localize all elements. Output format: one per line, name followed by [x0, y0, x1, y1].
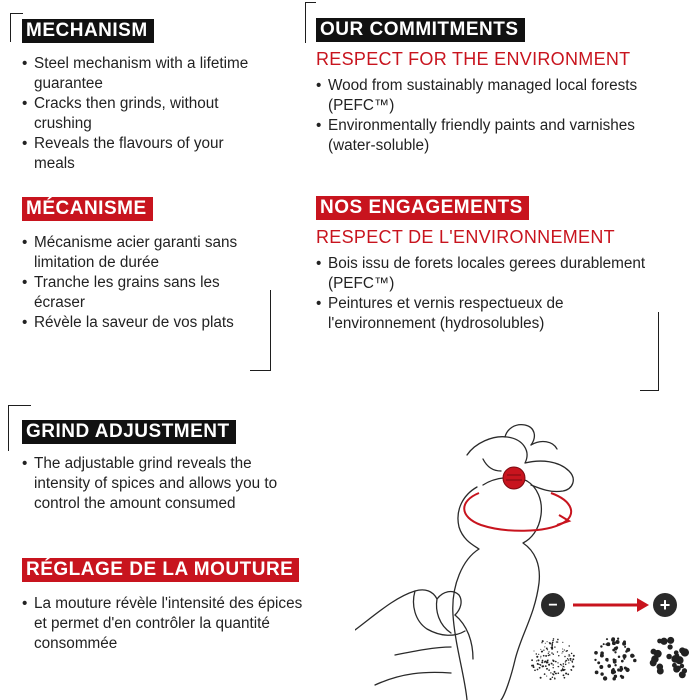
grind-speck	[674, 653, 679, 658]
grind-speck	[568, 645, 569, 646]
grind-speck	[547, 660, 548, 661]
grind-en-section	[22, 420, 302, 514]
grind-fr-section	[22, 558, 312, 654]
rotation-arrow	[464, 493, 571, 531]
grind-speck	[541, 661, 543, 663]
mechanism-fr-list	[22, 233, 262, 333]
grind-speck	[632, 655, 635, 658]
grind-speck	[617, 668, 620, 671]
grind-speck	[614, 664, 616, 666]
grind-speck	[554, 671, 556, 673]
grind-speck	[545, 643, 546, 644]
grind-speck	[551, 643, 553, 645]
grind-speck	[542, 665, 544, 667]
commitments-en-subtitle: RESPECT FOR THE ENVIRONMENT	[316, 49, 631, 69]
grind-speck	[613, 658, 616, 661]
mechanism-en-title: MECHANISM	[22, 19, 154, 43]
grind-speck	[564, 669, 566, 671]
grind-speck	[572, 658, 574, 660]
grind-speck	[607, 664, 611, 668]
grind-speck	[614, 647, 618, 651]
list-item: • Wood from sustainably managed local forests (PEFC™)	[316, 76, 656, 116]
mechanism-en-list	[22, 54, 262, 174]
grind-speck	[533, 666, 535, 668]
grind-speck	[540, 677, 542, 679]
grind-speck	[542, 651, 543, 652]
grind-speck	[572, 666, 574, 668]
grind-speck	[600, 672, 603, 675]
grind-speck	[673, 666, 680, 673]
grind-speck	[552, 659, 554, 661]
list-item: • The adjustable grind reveals the intensity of spices and allows you to control the amount consumed	[22, 454, 302, 514]
grind-speck	[545, 655, 547, 657]
grind-speck	[667, 637, 674, 644]
grind-speck	[546, 661, 548, 663]
grind-speck	[667, 644, 672, 649]
grind-speck	[548, 664, 550, 666]
grind-speck	[571, 670, 572, 671]
grind-speck	[656, 653, 661, 658]
list-item: • Peintures et vernis respectueux de l'environnement (hydrosolubles)	[316, 294, 656, 334]
grind-speck	[546, 668, 548, 670]
grind-speck	[552, 673, 554, 675]
mechanism-fr-title: MÉCANISME	[22, 197, 153, 221]
grind-speck	[568, 659, 570, 661]
grind-speck	[552, 640, 554, 642]
grind-speck	[546, 676, 547, 677]
grind-speck	[537, 663, 539, 665]
grind-speck	[600, 645, 602, 647]
list-item: • La mouture révèle l'intensité des épices et permet d'en contrôler la quantité consommée	[22, 594, 312, 654]
grind-speck	[563, 663, 565, 665]
commitments-en-section	[316, 18, 656, 156]
grind-speck	[550, 647, 551, 648]
grind-speck	[533, 650, 534, 651]
grind-speck	[666, 654, 672, 660]
grind-speck	[564, 656, 566, 658]
grind-speck	[606, 638, 608, 640]
grind-speck	[564, 677, 566, 679]
mechanism-fr-section	[22, 197, 262, 333]
grind-speck	[552, 642, 554, 644]
grind-speck	[565, 672, 567, 674]
coarse-grind-icon	[650, 637, 689, 678]
grind-speck	[565, 661, 566, 662]
grind-speck	[562, 642, 563, 643]
grind-speck	[657, 668, 664, 675]
grind-speck	[567, 673, 569, 675]
grind-speck	[540, 664, 542, 666]
grind-scale	[531, 593, 689, 681]
grind-speck	[552, 676, 554, 678]
grind-speck	[550, 672, 551, 673]
grind-speck	[615, 640, 619, 644]
grind-speck	[543, 650, 544, 651]
list-item: • Bois issu de forets locales gerees durablement (PEFC™)	[316, 254, 656, 294]
grind-speck	[633, 659, 637, 663]
commitments-fr-subtitle: RESPECT DE L'ENVIRONNEMENT	[316, 227, 615, 247]
grind-speck	[594, 651, 598, 655]
grind-speck	[549, 678, 551, 680]
grind-speck	[599, 665, 603, 669]
grind-speck	[544, 673, 546, 675]
grind-speck	[621, 660, 624, 663]
grind-speck	[611, 670, 615, 674]
grind-speck	[533, 664, 534, 665]
grind-speck	[566, 650, 567, 651]
grind-speck	[682, 668, 687, 673]
grind-speck	[555, 661, 557, 663]
grind-speck	[617, 638, 619, 640]
list-item: • Steel mechanism with a lifetime guarantee	[22, 54, 262, 94]
mechanism-en-section	[22, 19, 262, 174]
grind-speck	[540, 649, 541, 650]
grind-speck	[561, 665, 562, 666]
grind-speck	[568, 662, 569, 663]
grind-speck	[624, 646, 626, 648]
pepper-mill-outline	[483, 478, 541, 700]
grind-speck	[539, 667, 541, 669]
grind-speck	[564, 666, 565, 667]
grind-speck	[600, 654, 604, 658]
grind-speck	[614, 675, 617, 678]
list-item: • Reveals the flavours of your meals	[22, 134, 262, 174]
grind-speck	[553, 638, 555, 640]
grind-speck	[551, 652, 553, 654]
grind-speck	[571, 653, 573, 655]
grind-speck	[603, 643, 605, 645]
grind-speck	[547, 641, 548, 642]
commitments-en-list	[316, 76, 656, 156]
grind-speck	[597, 661, 600, 664]
grind-speck	[620, 675, 623, 678]
adjustment-knob	[503, 467, 525, 489]
grind-speck	[534, 669, 536, 671]
grind-speck	[556, 641, 557, 642]
grind-speck	[568, 655, 569, 656]
grind-speck	[554, 646, 555, 647]
grind-speck	[552, 664, 553, 665]
commitments-fr-title: NOS ENGAGEMENTS	[316, 196, 529, 220]
grind-speck	[557, 641, 558, 642]
grind-speck	[553, 667, 554, 668]
grind-speck	[537, 669, 539, 671]
grind-speck	[603, 676, 607, 680]
grind-speck	[557, 639, 559, 641]
list-item: • Cracks then grinds, without crushing	[22, 94, 262, 134]
grind-speck	[563, 674, 565, 676]
grind-fr-list	[22, 594, 312, 654]
grind-speck	[623, 658, 625, 660]
grind-speck	[548, 655, 549, 656]
grind-speck	[572, 661, 574, 663]
grind-speck	[570, 658, 571, 659]
commitments-en-title: OUR COMMITMENTS	[316, 18, 525, 42]
list-item: • Mécanisme acier garanti sans limitation de durée	[22, 233, 262, 273]
grind-speck	[560, 669, 562, 671]
grind-speck	[538, 654, 539, 655]
grind-speck	[553, 654, 554, 655]
grind-speck	[549, 654, 551, 656]
grind-speck	[557, 672, 559, 674]
grind-speck	[569, 655, 570, 656]
grind-speck	[606, 659, 608, 661]
grind-speck	[548, 653, 549, 654]
grind-speck	[531, 659, 533, 661]
grind-speck	[557, 651, 558, 652]
grind-speck	[594, 659, 596, 661]
grind-speck	[540, 656, 541, 657]
minus-symbol: −	[548, 597, 558, 614]
grind-speck	[614, 651, 616, 653]
list-item: • Révèle la saveur de vos plats	[22, 313, 262, 333]
grind-speck	[612, 641, 616, 645]
grind-speck	[545, 665, 547, 667]
grind-speck	[570, 660, 571, 661]
grind-speck	[555, 673, 556, 674]
grind-speck	[543, 655, 545, 657]
grind-speck	[554, 678, 555, 679]
commitments-fr-list	[316, 254, 656, 334]
pepper-mill-illustration	[355, 415, 700, 700]
fine-grind-icon	[531, 638, 575, 680]
grind-speck	[542, 640, 544, 642]
grind-speck	[565, 660, 567, 662]
grind-speck	[625, 650, 628, 653]
arrow-head	[637, 598, 649, 612]
grind-speck	[538, 659, 540, 661]
grind-speck	[544, 661, 546, 663]
grind-speck	[660, 638, 667, 645]
grind-speck	[562, 668, 563, 669]
grind-speck	[562, 651, 563, 652]
grind-en-title: GRIND ADJUSTMENT	[22, 420, 236, 444]
list-item: • Tranche les grains sans les écraser	[22, 273, 262, 313]
grind-speck	[564, 649, 565, 650]
commitments-fr-section	[316, 196, 656, 334]
grind-speck	[541, 642, 542, 643]
grind-speck	[567, 658, 568, 659]
list-item: • Environmentally friendly paints and varnishes (water-soluble)	[316, 116, 656, 156]
grind-speck	[544, 646, 545, 647]
grind-speck	[561, 653, 562, 654]
grind-speck	[565, 664, 567, 666]
grind-speck	[557, 662, 558, 663]
grind-speck	[612, 668, 614, 670]
grind-fr-title: RÉGLAGE DE LA MOUTURE	[22, 558, 299, 582]
grind-speck	[611, 637, 615, 641]
grind-speck	[622, 654, 626, 658]
lower-hand-outline	[355, 590, 461, 630]
grind-speck	[546, 647, 548, 649]
grind-speck	[680, 664, 685, 669]
grind-speck	[536, 656, 538, 658]
grind-speck	[542, 660, 544, 662]
grind-speck	[551, 663, 552, 664]
grind-speck	[618, 655, 621, 658]
grind-speck	[569, 654, 570, 655]
grind-speck	[536, 653, 537, 654]
grind-speck	[605, 643, 607, 645]
grind-speck	[548, 651, 549, 652]
grind-speck	[622, 642, 626, 646]
grind-speck	[549, 642, 551, 644]
grind-speck	[558, 666, 559, 667]
grind-speck	[573, 655, 575, 657]
grind-speck	[595, 671, 599, 675]
grind-speck	[681, 648, 689, 656]
grind-speck	[540, 657, 541, 658]
grind-speck	[562, 648, 563, 649]
frame-corner-commitments-top	[305, 2, 316, 43]
plus-symbol: +	[659, 595, 671, 615]
grind-speck	[625, 668, 629, 672]
grind-speck	[558, 655, 559, 656]
grind-speck	[548, 669, 550, 671]
grind-en-list	[22, 454, 302, 514]
medium-grind-icon	[594, 637, 636, 680]
grind-speck	[536, 660, 537, 661]
